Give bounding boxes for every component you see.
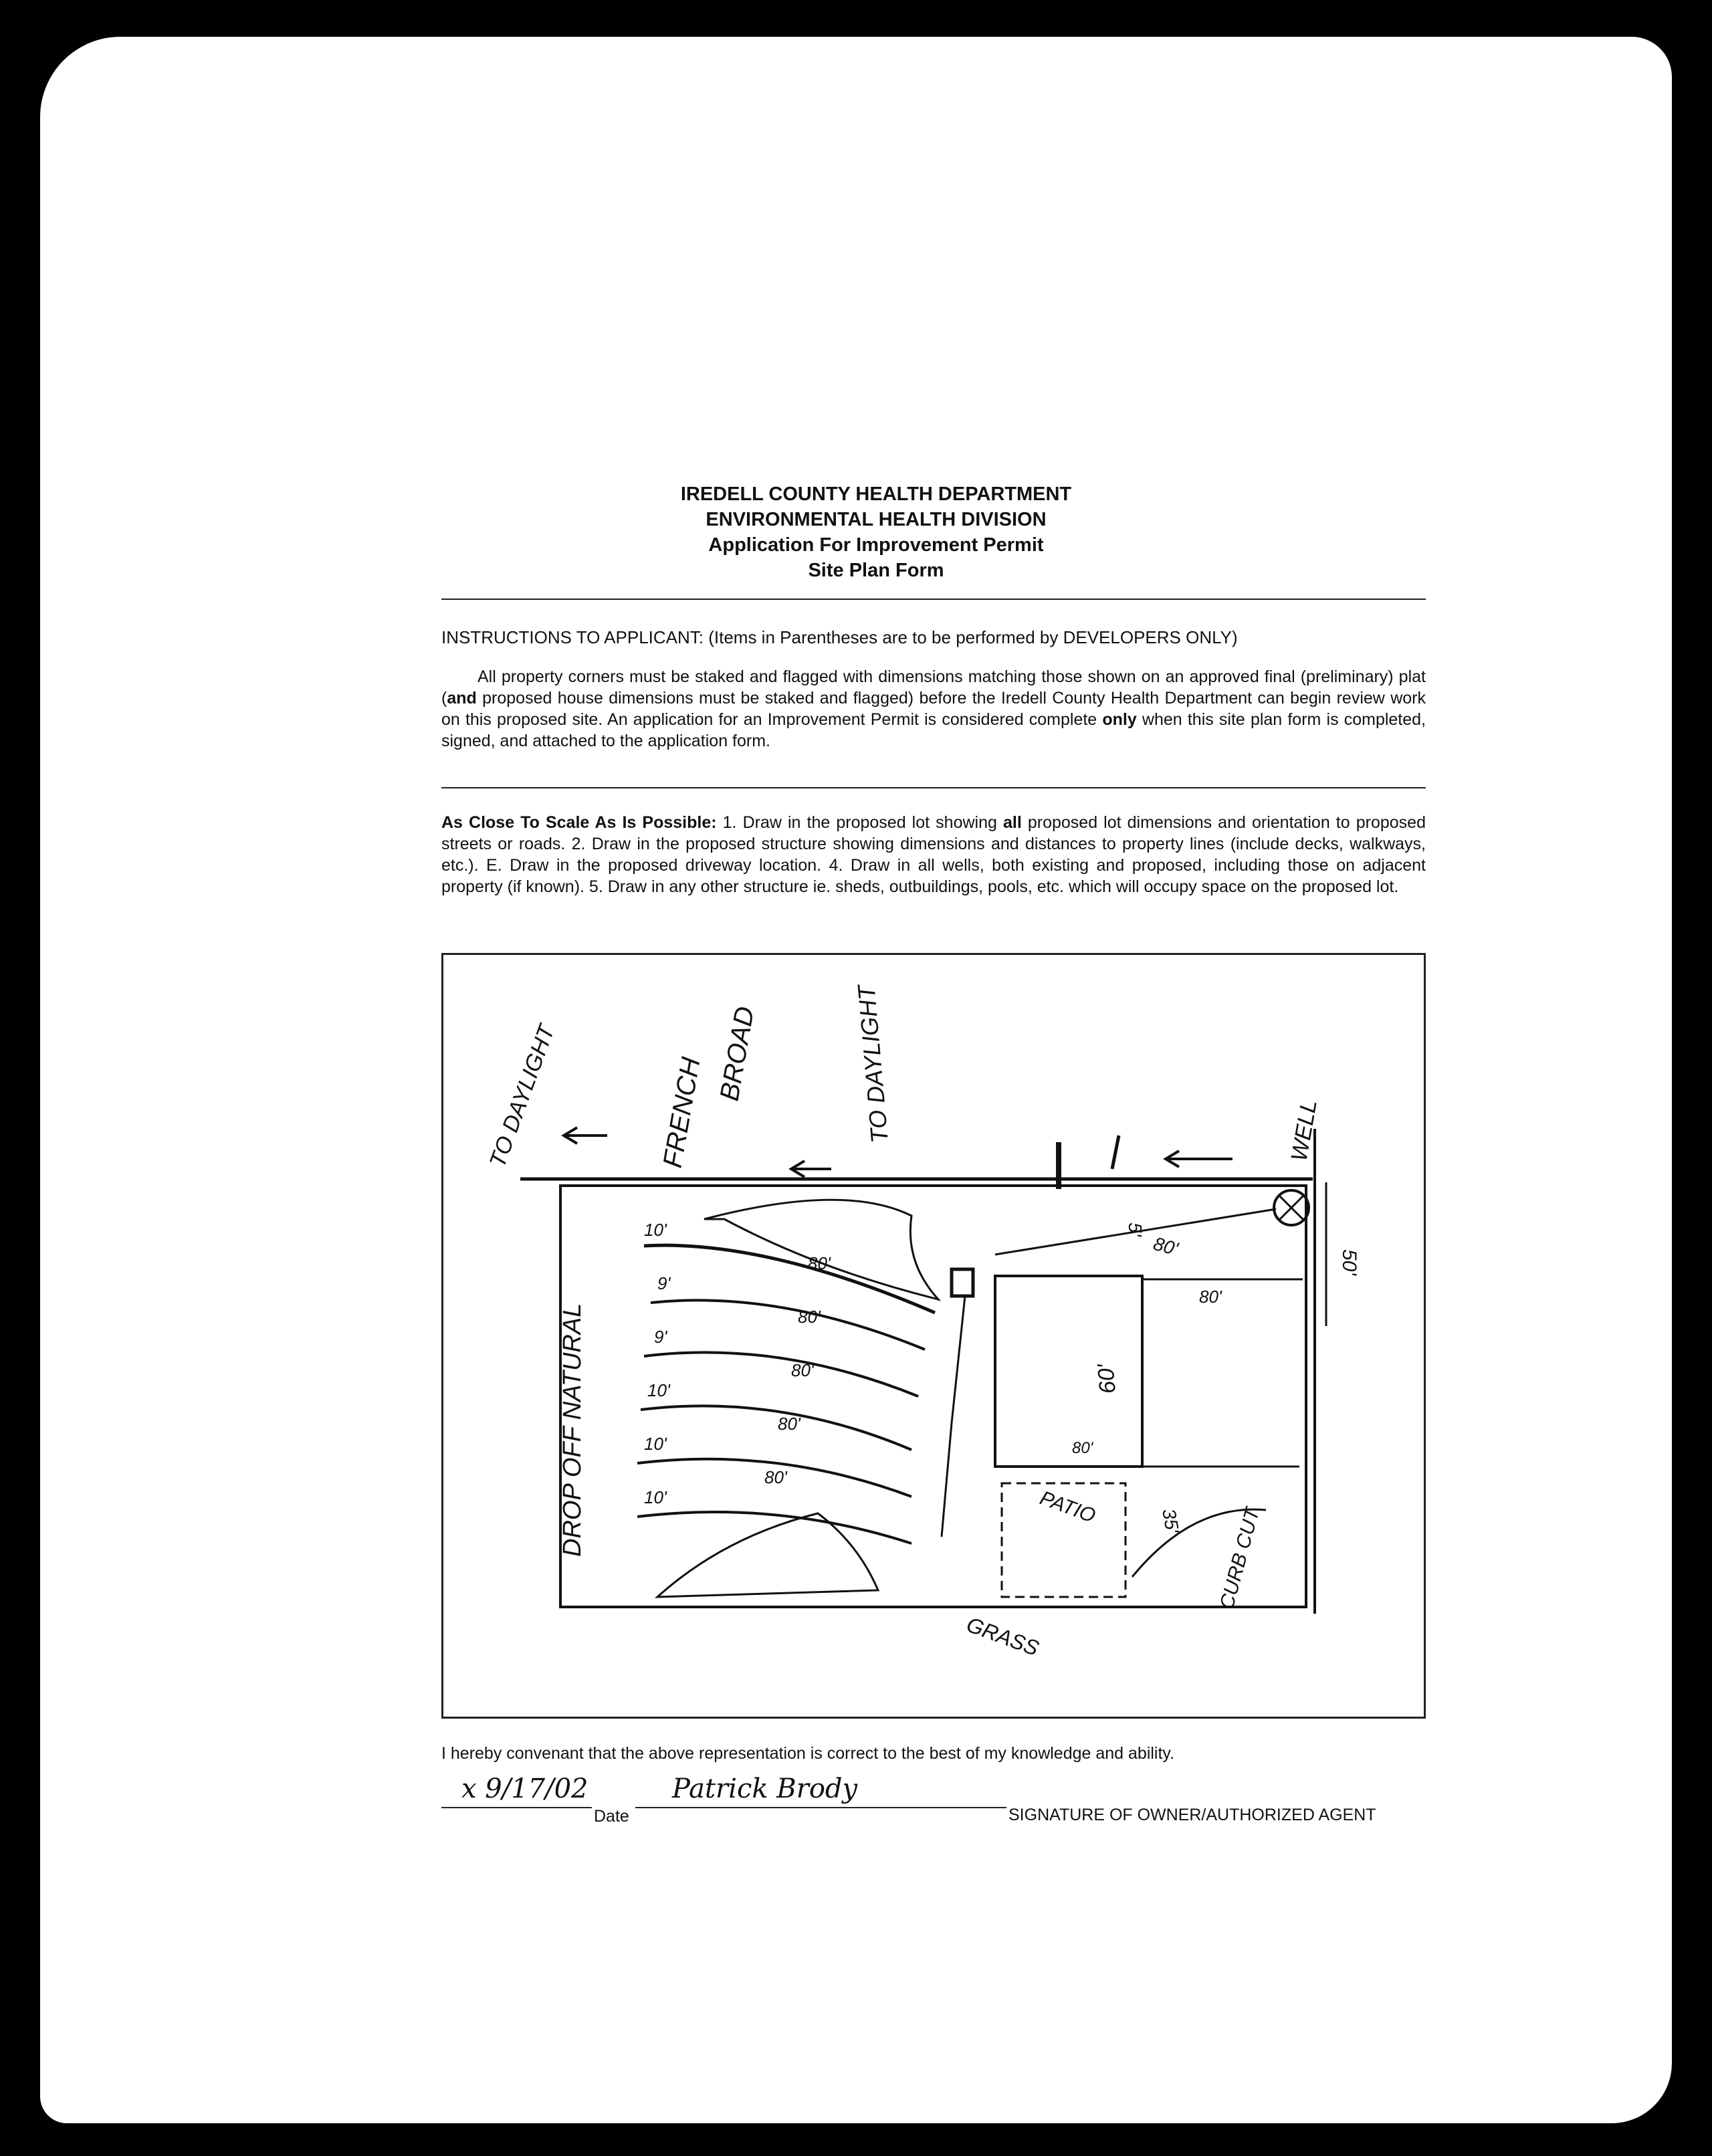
- certification-statement: I hereby convenant that the above representation is correct to the best of my knowledge and ability.: [441, 1744, 1175, 1763]
- well-mark-icon: [1279, 1196, 1303, 1220]
- drain-line: [644, 1352, 918, 1396]
- header-form-title: Site Plan Form: [808, 560, 944, 581]
- house-width-label: 80': [1072, 1439, 1093, 1457]
- well-label: WELL: [1286, 1097, 1322, 1164]
- instructions-text-a: All property corners must be staked and flagged with dimensions matching those shown on an approved final (preliminary) plat (: [441, 667, 1426, 708]
- header-application: Application For Improvement Permit: [708, 534, 1044, 556]
- header-department: IREDELL COUNTY HEALTH DEPARTMENT: [680, 483, 1072, 505]
- site-plan-box: [441, 953, 1426, 1719]
- scale-text-all: all: [1002, 813, 1022, 832]
- lot-outline: [560, 1186, 1306, 1607]
- arrow-left-icon: [791, 1161, 831, 1177]
- bottom-label: GRASS: [963, 1612, 1043, 1660]
- spacing-label: 10': [644, 1487, 667, 1507]
- drain-length-label: 80': [808, 1253, 831, 1273]
- divider-top: [441, 599, 1426, 600]
- instructions-text-and: and: [447, 689, 477, 708]
- date-label: Date: [594, 1807, 629, 1826]
- road-label-daylight-2: TO DAYLIGHT: [852, 984, 893, 1144]
- supply-line: [942, 1296, 965, 1537]
- arrow-left-icon: [1166, 1151, 1233, 1167]
- repair-area-outline: [704, 1200, 938, 1299]
- date-value: x 9/17/02: [461, 1773, 588, 1804]
- scale-text-b: proposed lot dimensions and orientation to proposed streets or roads. 2. Draw in the proposed structure showing dimensions and distances to property lines (include decks, walkways, etc.). E. Draw in the proposed driveway location. 4. Draw in all wells, both existing and proposed, including those on adjacent property (if known). 5. Draw in any other structure ie. sheds, outbuildings, pools, etc. which will occupy space on the proposed lot.: [441, 813, 1426, 896]
- curb-cut-label: CURB CUT: [1215, 1505, 1264, 1612]
- drain-length-label: 80': [798, 1307, 821, 1327]
- road-label-french: FRENCH: [657, 1055, 706, 1170]
- house-dimension: 60': [1093, 1363, 1121, 1395]
- tank-icon: [952, 1269, 973, 1296]
- instructions-text-c: when this site plan form is completed, signed, and attached to the application form.: [441, 710, 1426, 750]
- road-mark: [1112, 1136, 1119, 1169]
- instructions-text-b: proposed house dimensions must be staked and flagged) before the Iredell County Health Department can begin review work on this proposed site. An application for an Improvement Permit is considered complete: [441, 689, 1426, 729]
- spacing-label: 9': [654, 1327, 667, 1347]
- form-header: [441, 481, 1311, 583]
- setback-label: 5': [1125, 1222, 1146, 1236]
- road-label-broad: BROAD: [714, 1004, 760, 1103]
- drain-line: [641, 1406, 912, 1450]
- house-outline: [995, 1276, 1142, 1467]
- house-right-dim-label: 80': [1199, 1287, 1222, 1307]
- arrow-left-icon: [564, 1127, 607, 1144]
- signature-line: [635, 1807, 1006, 1808]
- well-distance-label: 80': [1151, 1232, 1180, 1260]
- drain-line: [651, 1300, 925, 1350]
- scale-text-a: 1. Draw in the proposed lot showing: [716, 813, 1003, 832]
- road-label-daylight: TO DAYLIGHT: [484, 1021, 560, 1171]
- scale-paragraph: [441, 812, 1426, 897]
- site-plan-sketch: [443, 955, 1428, 1721]
- drain-line: [644, 1245, 935, 1313]
- drain-length-label: 80': [778, 1414, 800, 1434]
- instructions-text-only: only: [1102, 710, 1137, 729]
- instructions-paragraph: [441, 666, 1426, 752]
- spacing-label: 10': [647, 1380, 670, 1400]
- signature-label: SIGNATURE OF OWNER/AUTHORIZED AGENT: [1008, 1806, 1376, 1824]
- drain-length-label: 80': [764, 1467, 787, 1487]
- header-division: ENVIRONMENTAL HEALTH DIVISION: [706, 509, 1047, 530]
- spacing-label: 10': [644, 1434, 667, 1454]
- patio-dim-label: 35': [1158, 1507, 1183, 1535]
- drain-length-label: 80': [791, 1360, 814, 1380]
- spacing-label: 10': [644, 1220, 667, 1240]
- right-dim-label: 50': [1338, 1249, 1360, 1276]
- side-label: DROP OFF NATURAL: [558, 1303, 586, 1557]
- date-line: [441, 1807, 592, 1808]
- signature-value: Patrick Brody: [672, 1773, 858, 1804]
- scale-lead: As Close To Scale As Is Possible:: [441, 813, 717, 832]
- instructions-title: INSTRUCTIONS TO APPLICANT: (Items in Parentheses are to be performed by DEVELOPERS ONLY): [441, 627, 1238, 647]
- patio-label: PATIO: [1037, 1487, 1099, 1527]
- divider-middle: [441, 787, 1426, 788]
- spacing-label: 9': [657, 1273, 671, 1293]
